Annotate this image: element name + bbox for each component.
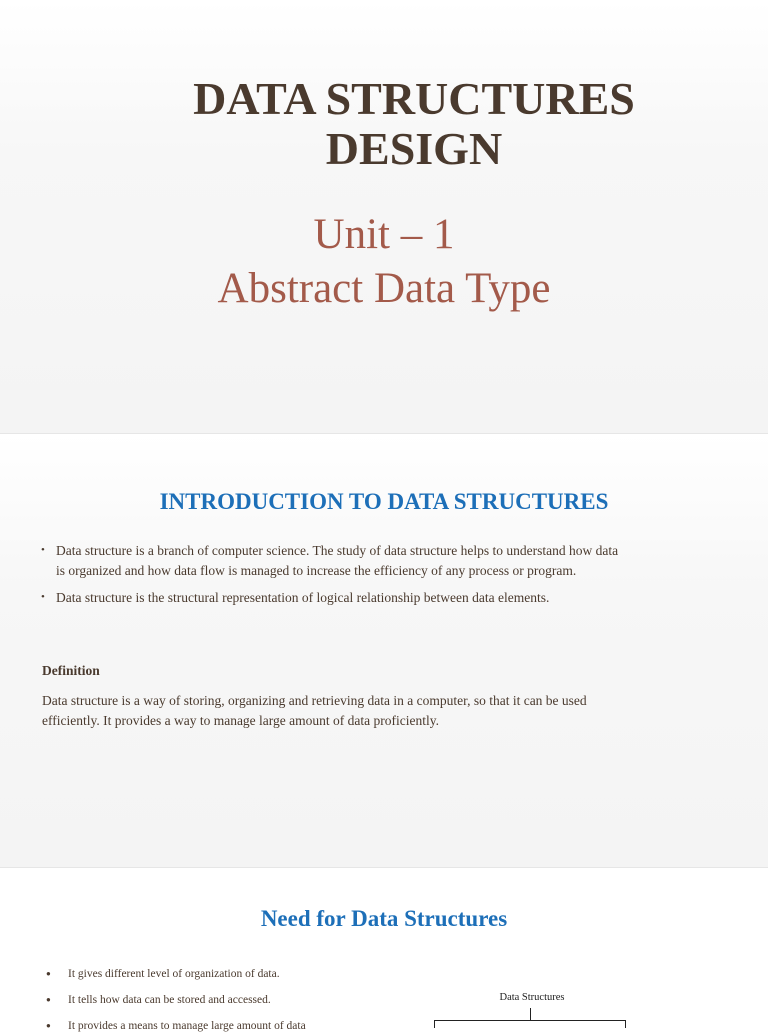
deck-title <box>0 74 768 174</box>
unit-topic: Abstract Data Type <box>217 265 551 312</box>
diagram-connector <box>434 1020 435 1028</box>
definition-text: Data structure is a way of storing, organizing and retrieving data in a computer, so that it can be used efficiently. It provides a way to manage large amount of data proficiently. <box>42 693 587 728</box>
title-slide <box>0 0 768 433</box>
diagram-root-label: Data Structures <box>499 992 565 1003</box>
deck-subtitle <box>0 208 768 316</box>
slide-heading: INTRODUCTION TO DATA STRUCTURES <box>159 489 609 514</box>
introduction-slide <box>0 433 768 868</box>
list-item: • Data structure is a branch of computer science. The study of data structure helps to understand how data is organized and how data flow is managed to increase the efficiency of any process or program. <box>40 541 630 580</box>
bullet-list <box>40 541 630 616</box>
need-slide <box>0 867 768 1032</box>
diagram-connector <box>530 1008 531 1020</box>
list-item: ● It provides a means to manage large amount of data <box>46 1018 406 1023</box>
bullet-list <box>46 966 406 1033</box>
diagram-connector <box>625 1020 626 1028</box>
definition-heading: Definition <box>42 663 100 678</box>
list-item: ● It tells how data can be stored and accessed. <box>46 992 406 1008</box>
slide-heading: Need for Data Structures <box>260 906 508 931</box>
unit-label: Unit – 1 <box>313 211 455 258</box>
deck-title-line-2: DESIGN <box>325 123 503 174</box>
deck-title-line-1: DATA STRUCTURES <box>193 73 635 124</box>
list-item: ● It gives different level of organization of data. <box>46 966 406 982</box>
list-item: • Data structure is the structural representation of logical relationship between data elements. <box>40 588 630 608</box>
diagram-connector <box>434 1020 626 1021</box>
